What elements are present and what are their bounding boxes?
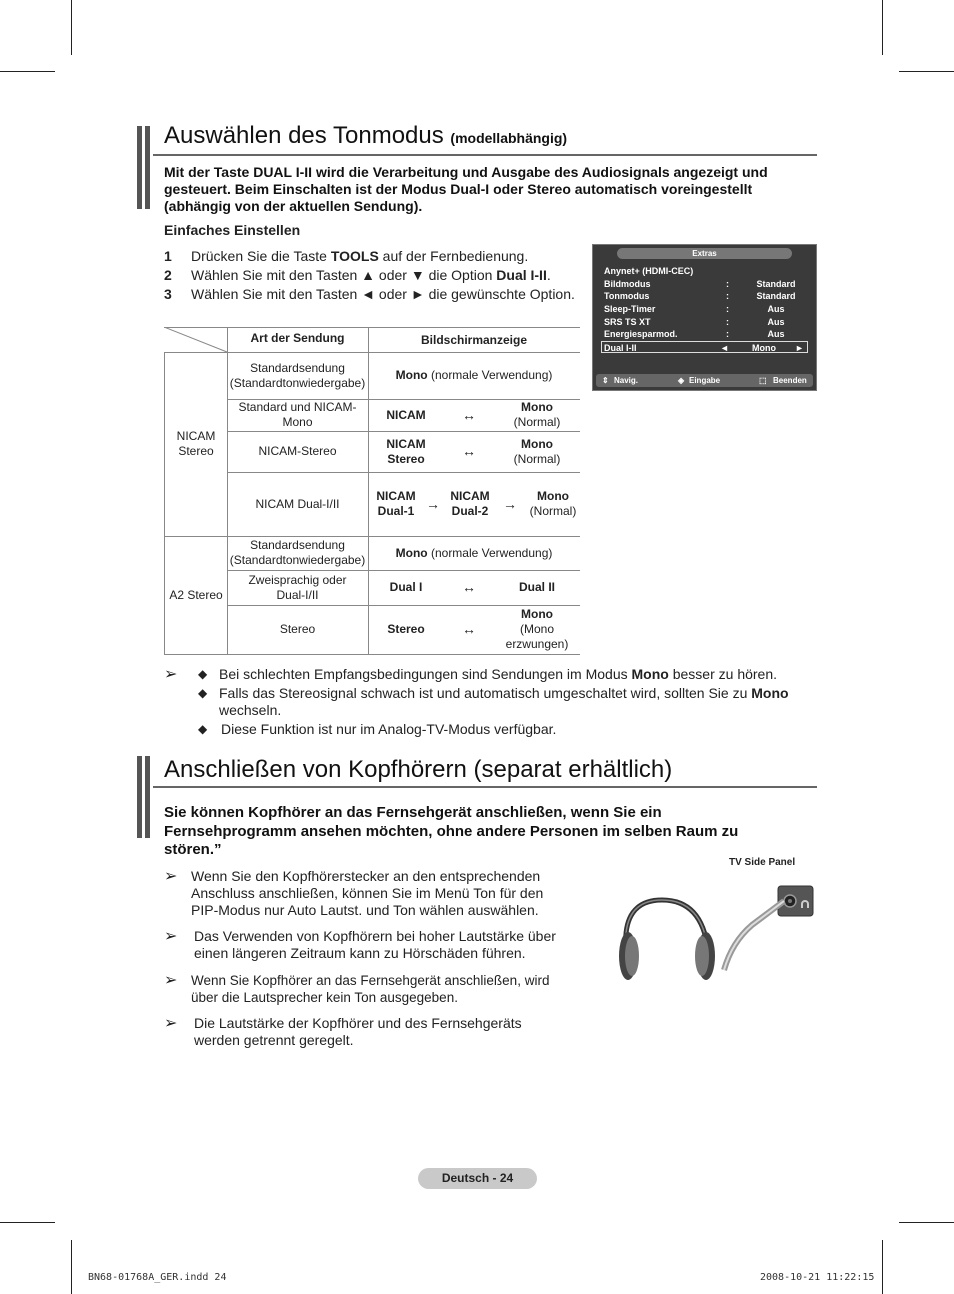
note-text: Diese Funktion ist nur im Analog-TV-Modus verfügbar. (221, 721, 557, 737)
tv-menu-item (604, 328, 809, 340)
row-type: NICAM Dual-I/II (255, 496, 340, 511)
display-bold: NICAM (386, 436, 426, 451)
display-text: (Normal) (513, 451, 561, 466)
heading-rule (153, 154, 817, 156)
note-text: Falls das Stereosignal schwach ist und automatisch umgeschaltet wird, sollten Sie zu (219, 685, 752, 701)
step-text: Wählen Sie mit den Tasten ◄ oder ► die gewünschte Option. (191, 286, 575, 302)
footer-nav: Navig. (614, 376, 639, 385)
tv-menu-item (604, 278, 809, 290)
table-line (164, 654, 580, 655)
menu-value: Aus (767, 304, 785, 314)
step-text: Wählen Sie mit den Tasten ▲ oder ▼ die Option (191, 267, 497, 283)
display-bold: Dual-2 (451, 504, 489, 518)
row-type: NICAM-Stereo (258, 444, 337, 458)
step-bold: Dual I-II (496, 267, 547, 283)
display-a: NICAM (386, 407, 426, 422)
menu-label: Tonmodus (604, 291, 650, 301)
note-item (219, 666, 799, 683)
display-bold: NICAM (450, 489, 490, 503)
step-1 (164, 248, 528, 264)
imprint-date: 2008-10-21 11:22:15 (760, 1272, 875, 1283)
note-item (221, 721, 801, 738)
crop-mark (71, 0, 72, 55)
note-item: Das Verwenden von Kopfhörern bei hoher Lautstärke über einen längeren Zeitraum kann zu Hörschäden führen. (194, 928, 556, 961)
menu-value: Standard (756, 291, 796, 301)
tv-menu-item (604, 265, 809, 277)
crop-mark (882, 1240, 883, 1294)
display-a (368, 431, 444, 472)
menu-colon: : (726, 317, 729, 327)
imprint-file: BN68-01768A_GER.indd 24 (88, 1272, 227, 1283)
note-icon: ➢ (164, 972, 178, 989)
step-number: 2 (164, 267, 172, 283)
tv-menu-screenshot (592, 244, 817, 391)
display-bold: Dual-1 (377, 504, 415, 518)
display-text: (normale Verwendung) (430, 545, 553, 560)
menu-label: Bildmodus (604, 279, 651, 289)
display-b (520, 472, 586, 536)
arrow-both-icon: ↔ (462, 579, 476, 595)
menu-colon: : (726, 291, 729, 301)
menu-value: Aus (767, 329, 785, 339)
crop-mark (899, 71, 954, 72)
crop-mark (882, 0, 883, 55)
display-bold: Stereo (387, 451, 425, 466)
note-icon: ➢ (164, 868, 178, 885)
display-b (494, 605, 580, 654)
tv-menu-footer (596, 374, 813, 387)
section-bar (137, 756, 142, 838)
display-bold: Mono (521, 436, 553, 451)
group-nicam-stereo: NICAM Stereo (176, 429, 216, 458)
menu-label: SRS TS XT (604, 317, 651, 327)
page-number: Deutsch - 24 (418, 1168, 537, 1189)
display-text: (Normal) (529, 504, 577, 518)
header-display: Bildschirmanzeige (420, 333, 528, 347)
menu-value: Standard (756, 279, 796, 289)
note-text: besser zu hören. (668, 666, 778, 682)
menu-label: Energiesparmod. (604, 329, 678, 339)
section1-heading (164, 122, 567, 150)
step-text: auf der Fernbedienung. (378, 248, 529, 264)
note-item: Wenn Sie Kopfhörer an das Fernsehgerät anschließen, wird über die Lautsprecher kein Ton ausgegeben. (191, 973, 550, 1005)
row-display (368, 352, 580, 399)
arrow-left-icon: ◄ (720, 343, 729, 353)
arrow-both-icon: ↔ (462, 621, 476, 637)
menu-colon: : (726, 304, 729, 314)
tv-menu-item (604, 303, 809, 315)
header-type: Art der Sendung (250, 330, 345, 345)
crop-mark (0, 1222, 55, 1223)
display-text: (Normal) (513, 415, 561, 429)
display-text: erzwungen) (505, 637, 569, 651)
tv-menu-item (604, 290, 809, 302)
display-a: Stereo (387, 622, 425, 636)
display-b (494, 399, 580, 431)
footer-enter: Eingabe (689, 376, 721, 385)
display-text: (Mono (519, 622, 554, 636)
menu-colon: : (726, 329, 729, 339)
crop-mark (0, 71, 55, 72)
row-type: Zweisprachig oder Dual-I/II (248, 572, 347, 602)
group-a2-stereo: A2 Stereo (169, 587, 223, 602)
display-bold: Mono (521, 607, 553, 621)
row-type: Standardsendung (Standardtonwiedergabe) (229, 360, 366, 390)
section2-heading (164, 756, 672, 784)
menu-label: Anynet+ (HDMI-CEC) (604, 266, 694, 276)
menu-label: Dual I-II (604, 343, 637, 353)
note-icon: ➢ (164, 1015, 178, 1032)
tv-menu-item (604, 316, 809, 328)
step-number: 3 (164, 286, 172, 302)
footer-exit: Beenden (773, 376, 807, 385)
note-item (219, 685, 799, 719)
display-bold: Mono (521, 400, 553, 414)
note-text: wechseln. (219, 702, 282, 718)
section-bar (137, 126, 142, 209)
bullet-icon: ◆ (198, 722, 208, 736)
table-line (164, 352, 165, 536)
arrow-both-icon: ↔ (462, 443, 476, 459)
tv-menu-selected-item (601, 341, 808, 353)
menu-value: Aus (767, 317, 785, 327)
note-bold: Mono (631, 666, 669, 682)
tv-menu-title: Extras (617, 248, 792, 259)
menu-colon: : (726, 279, 729, 289)
enter-icon: ◈ (678, 376, 685, 385)
section-bar (145, 756, 150, 838)
display-a (368, 472, 424, 536)
display-bold: Mono (537, 489, 569, 503)
row-type: Standard und NICAM-Mono (238, 400, 357, 429)
display-a: Dual I (389, 580, 423, 594)
exit-icon: ⬚ (759, 376, 767, 385)
menu-label: Sleep-Timer (604, 304, 656, 314)
bullet-icon: ◆ (198, 686, 208, 700)
header-diagonal (164, 327, 228, 353)
section-bar (145, 126, 150, 209)
step-2 (164, 267, 551, 283)
step-number: 1 (164, 248, 172, 264)
note-bold: Mono (751, 685, 789, 701)
crop-mark (71, 1240, 72, 1294)
heading-rule (153, 786, 817, 788)
row-type: Standardsendung (Standardtonwiedergabe) (229, 538, 366, 567)
step-text: . (546, 267, 551, 283)
step-3 (164, 286, 575, 302)
note-icon: ➢ (164, 928, 178, 945)
panel-label: TV Side Panel (729, 857, 796, 868)
display-bold: Mono (395, 545, 428, 560)
broadcast-table (164, 327, 580, 655)
arrow-right-icon: → (503, 495, 517, 512)
display-m (442, 472, 498, 536)
arrow-both-icon: ↔ (462, 406, 476, 423)
step-bold: TOOLS (330, 248, 379, 264)
note-icon: ➢ (164, 666, 178, 683)
step-text: Drücken Sie die Taste (191, 248, 331, 264)
row-type: Stereo (279, 622, 316, 636)
arrow-right-icon: → (426, 495, 440, 512)
section1-title: Auswählen des Tonmodus (164, 122, 444, 149)
note-item: Die Lautstärke der Kopfhörer und des Fernsehgeräts werden getrennt geregelt. (194, 1015, 522, 1048)
section2-intro: Sie können Kopfhörer an das Fernsehgerät anschließen, wenn Sie ein Fernsehprogramm ansehen möchten, ohne andere Personen im selben Raum zu stören.” (164, 804, 739, 858)
crop-mark (899, 1222, 954, 1223)
display-b: Dual II (518, 580, 555, 594)
section2-title: Anschließen von Kopfhörern (separat erhältlich) (164, 756, 673, 783)
display-bold: NICAM (376, 489, 416, 503)
table-line (164, 536, 165, 654)
nav-icon: ⇕ (602, 376, 609, 385)
section1-subheading: Einfaches Einstellen (164, 222, 301, 238)
bullet-icon: ◆ (198, 667, 208, 681)
display-text: (normale Verwendung) (430, 368, 553, 382)
arrow-right-icon: ► (795, 343, 804, 353)
note-item: Wenn Sie den Kopfhörerstecker an den entsprechenden Anschluss anschließen, können Sie im Menü Ton für den PIP-Modus nur Auto Lautst. und Ton wählen auswählen. (191, 868, 544, 918)
section1-intro: Mit der Taste DUAL I-II wird die Verarbeitung und Ausgabe des Audiosignals angezeigt und gesteuert. Beim Einschalten ist der Modus Dual-I oder Stereo automatisch voreingestellt (abhängig von der aktuellen Sendung). (164, 164, 768, 214)
display-bold: Mono (395, 368, 428, 382)
headphone-icon (612, 880, 817, 985)
menu-value: Mono (752, 343, 776, 353)
row-display (368, 536, 580, 570)
display-b (494, 431, 580, 472)
section1-title-suffix: (modellabhängig) (450, 130, 568, 146)
note-text: Bei schlechten Empfangsbedingungen sind Sendungen im Modus (219, 666, 632, 682)
